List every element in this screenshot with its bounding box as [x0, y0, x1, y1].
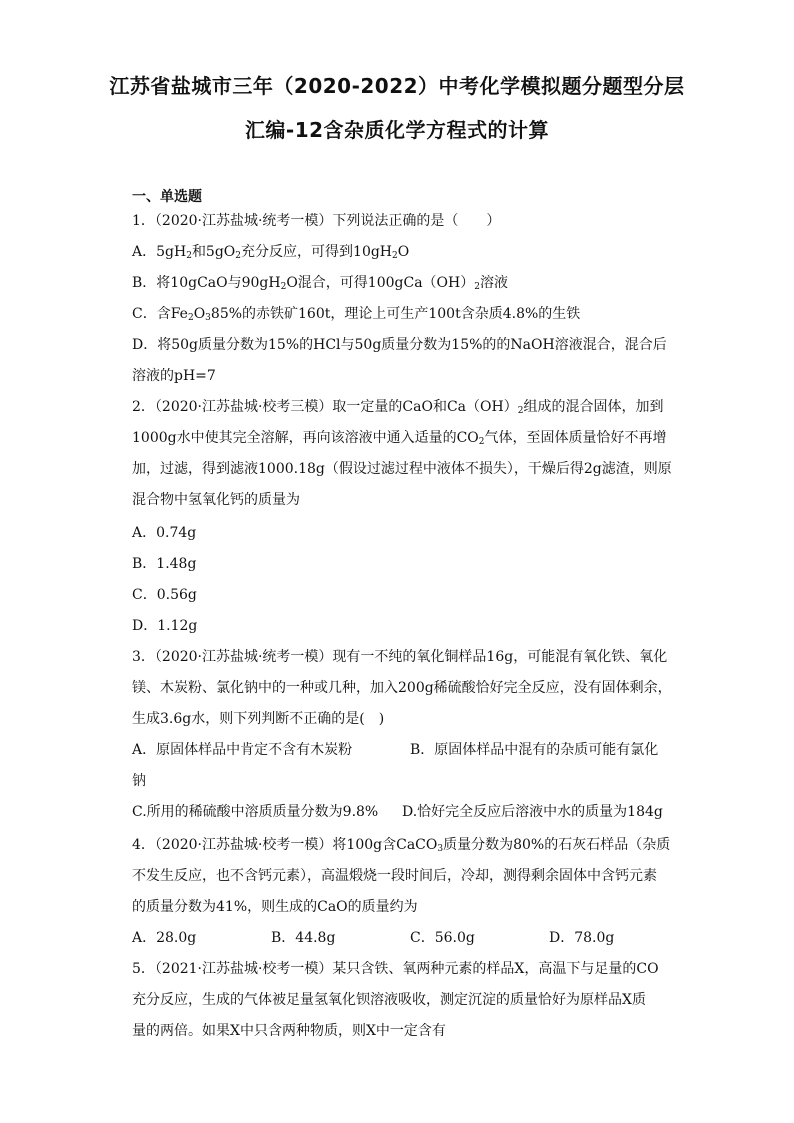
question-3-line-2: 镁、木炭粉、氯化钠中的一种或几种，加入200g稀硫酸恰好完全反应，没有固体剩余，	[132, 680, 672, 696]
document-title-line-1: 江苏省盐城市三年（2020-2022）中考化学模拟题分题型分层	[109, 74, 685, 98]
document-title-line-2: 汇编-12含杂质化学方程式的计算	[244, 118, 550, 142]
question-1-option-c: C．含$Fe_2O_385\%$的赤铁矿160t，理论上可生产100t含杂质4.8%的生铁	[132, 306, 581, 323]
question-2-option-c: C．0.56g	[132, 587, 197, 603]
question-2-line-3: 加，过滤，得到滤液1000.18g（假设过滤过程中液体不损失），干燥后得2g滤渣，则原	[132, 461, 672, 477]
question-4-option-b: B．44.8g	[271, 930, 336, 946]
question-3-option-b-line-1: B．原固体样品中混有的杂质可能有氯化	[410, 742, 659, 758]
question-3-option-a: A．原固体样品中肯定不含有木炭粉	[132, 742, 353, 758]
question-5-line-1: 5．（2021·江苏盐城·校考一模）某只含铁、氧两种元素的样品X，高温下与足量的CO	[132, 961, 659, 977]
question-4-line-2: 不发生反应，也不含钙元素），高温煅烧一段时间后，冷却，测得剩余固体中含钙元素	[132, 868, 657, 884]
question-1-stem: 1．（2020·江苏盐城·统考一模）下列说法正确的是（ ）	[132, 213, 501, 229]
question-2-option-d: D．1.12g	[132, 618, 198, 634]
question-3-option-d: D.恰好完全反应后溶液中水的质量为184g	[402, 804, 663, 820]
section-heading: 一、单选题	[132, 189, 202, 205]
question-4-option-a: A．28.0g	[132, 930, 197, 946]
question-3-option-c: C.所用的稀硫酸中溶质质量分数为9.8%	[132, 804, 379, 820]
question-4-option-c: C．56.0g	[410, 930, 475, 946]
question-4-line-1: 4．（2020·江苏盐城·校考一模）将100g含CaCO$_3$质量分数为80%的石灰石样品（杂质	[132, 837, 671, 854]
question-2-line-1: 2．（2020·江苏盐城·校考三模）取一定量的CaO和$Ca(OH)_2$组成的混合固体，加到	[132, 399, 664, 416]
question-1-option-d-line-2: 溶液的pH=7	[132, 368, 216, 384]
question-2-line-2: 1000g水中使其完全溶解，再向该溶液中通入适量的$CO_2$气体，至固体质量恰好不再增	[132, 430, 667, 447]
question-4-option-d: D．78.0g	[549, 930, 615, 946]
question-2-line-4: 混合物中氢氧化钙的质量为	[132, 492, 300, 508]
question-2-option-b: B．1.48g	[132, 556, 197, 572]
question-2-option-a: A．0.74g	[132, 525, 197, 541]
question-5-line-3: 量的两倍。如果X中只含两种物质，则X中一定含有	[132, 1023, 446, 1039]
question-3-line-1: 3．（2020·江苏盐城·统考一模）现有一不纯的氧化铜样品16g，可能混有氧化铁、氧化	[132, 649, 668, 665]
question-5-line-2: 充分反应，生成的气体被足量氢氧化钡溶液吸收，测定沉淀的质量恰好为原样品X质	[132, 992, 646, 1008]
question-1-option-d-line-1: D．将50g质量分数为15%的HCl与50g质量分数为15%的的NaOH溶液混合，混合后	[132, 337, 667, 353]
question-1-option-b: B．将10gCaO与$90gH_2O$混合，可得$100gCa(OH)_2$溶液	[132, 275, 508, 292]
question-3-line-3: 生成3.6g水，则下列判断不正确的是( )	[132, 711, 385, 727]
question-1-option-a: A．$5gH_2$和$5gO_2$充分反应，可得到$10gH_2O$	[132, 244, 410, 261]
question-4-line-3: 的质量分数为41%，则生成的CaO的质量约为	[132, 899, 418, 915]
question-3-option-b-line-2: 钠	[132, 773, 146, 789]
